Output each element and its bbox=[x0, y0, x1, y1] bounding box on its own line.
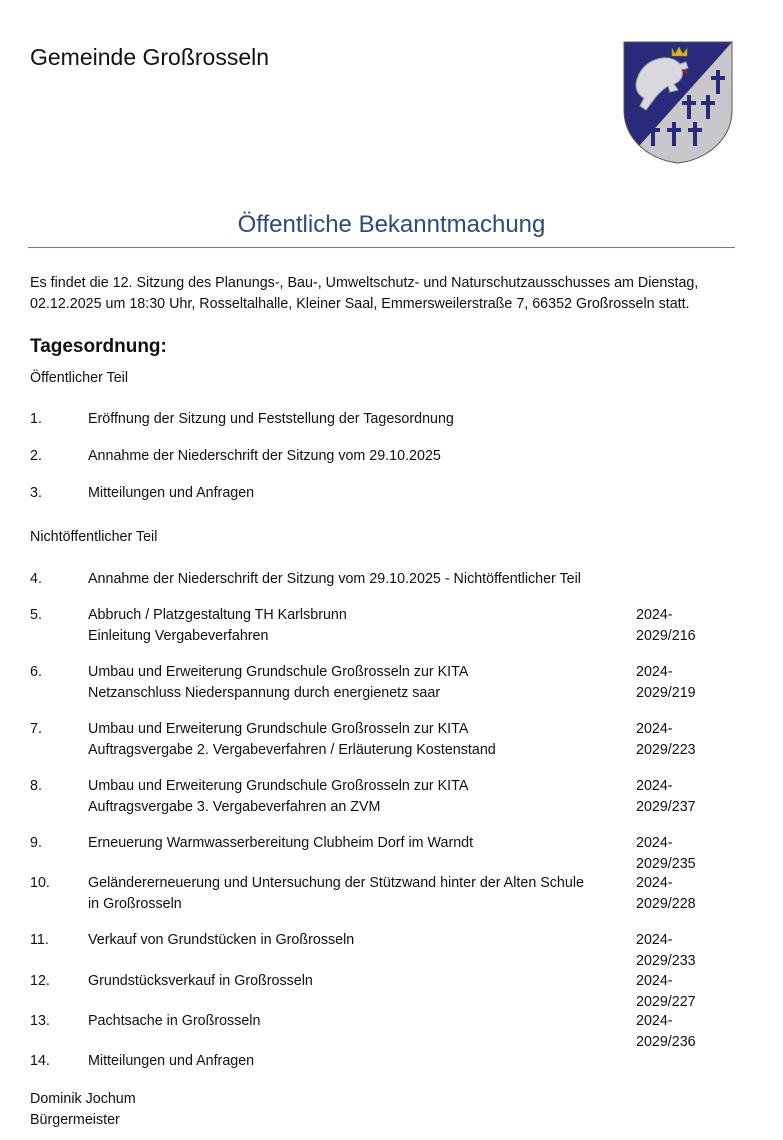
item-text: Umbau und Erweiterung Grundschule Großrosseln zur KITA bbox=[88, 721, 469, 737]
item-reference: 2029/233 bbox=[636, 953, 696, 969]
item-text: Umbau und Erweiterung Grundschule Großrosseln zur KITA bbox=[88, 664, 469, 680]
item-text: Mitteilungen und Anfragen bbox=[88, 485, 255, 501]
item-number: 14. bbox=[30, 1053, 50, 1069]
item-text: Umbau und Erweiterung Grundschule Großrosseln zur KITA bbox=[88, 778, 469, 794]
public-section-label: Öffentlicher Teil bbox=[30, 370, 129, 386]
item-text: Erneuerung Warmwasserbereitung Clubheim Dorf im Warndt bbox=[88, 835, 474, 851]
item-number: 7. bbox=[30, 721, 42, 737]
item-number: 2. bbox=[30, 448, 42, 464]
item-number: 6. bbox=[30, 664, 42, 680]
item-reference: 2029/216 bbox=[636, 628, 696, 644]
item-text: Geländererneuerung und Untersuchung der Stützwand hinter der Alten Schule bbox=[88, 875, 584, 891]
intro-line-2: 02.12.2025 um 18:30 Uhr, Rosseltalhalle, Kleiner Saal, Emmersweilerstraße 7, 66352 Großrosseln statt. bbox=[30, 296, 690, 312]
item-reference: 2024- bbox=[636, 875, 673, 891]
signer-name: Dominik Jochum bbox=[30, 1091, 136, 1107]
title-divider bbox=[28, 247, 735, 248]
item-reference: 2024- bbox=[636, 721, 673, 737]
item-text: Auftragsvergabe 3. Vergabeverfahren an ZVM bbox=[88, 799, 381, 815]
item-number: 10. bbox=[30, 875, 50, 891]
item-text: in Großrosseln bbox=[88, 896, 182, 912]
item-text: Abbruch / Platzgestaltung TH Karlsbrunn bbox=[88, 607, 347, 623]
item-reference: 2024- bbox=[636, 932, 673, 948]
item-number: 11. bbox=[30, 932, 49, 948]
item-reference: 2029/228 bbox=[636, 896, 696, 912]
item-reference: 2024- bbox=[636, 778, 673, 794]
item-text: Auftragsvergabe 2. Vergabeverfahren / Erläuterung Kostenstand bbox=[88, 742, 496, 758]
item-number: 13. bbox=[30, 1013, 50, 1029]
item-number: 1. bbox=[30, 411, 42, 427]
item-reference: 2029/219 bbox=[636, 685, 696, 701]
item-text: Netzanschluss Niederspannung durch energienetz saar bbox=[88, 685, 441, 701]
item-text: Eröffnung der Sitzung und Feststellung der Tagesordnung bbox=[88, 411, 454, 427]
item-text: Einleitung Vergabeverfahren bbox=[88, 628, 269, 644]
item-number: 4. bbox=[30, 571, 42, 587]
item-text: Annahme der Niederschrift der Sitzung vom 29.10.2025 bbox=[88, 448, 441, 464]
item-number: 8. bbox=[30, 778, 42, 794]
agenda-heading: Tagesordnung: bbox=[30, 336, 167, 357]
item-number: 5. bbox=[30, 607, 42, 623]
item-reference: 2029/223 bbox=[636, 742, 696, 758]
signature-block bbox=[30, 1089, 136, 1131]
nonpublic-section-label: Nichtöffentlicher Teil bbox=[30, 529, 158, 545]
item-reference: 2029/227 bbox=[636, 994, 696, 1010]
item-reference: 2029/236 bbox=[636, 1034, 696, 1050]
intro-paragraph bbox=[30, 273, 740, 315]
intro-line-1: Es findet die 12. Sitzung des Planungs-, Bau-, Umweltschutz- und Naturschutzausschusses am Dienstag, bbox=[30, 275, 699, 291]
page-title: Öffentliche Bekanntmachung bbox=[237, 211, 546, 238]
item-text: Verkauf von Grundstücken in Großrosseln bbox=[88, 932, 355, 948]
coat-of-arms-icon bbox=[622, 40, 734, 165]
item-reference: 2024- bbox=[636, 973, 673, 989]
item-text: Grundstücksverkauf in Großrosseln bbox=[88, 973, 313, 989]
item-reference: 2024- bbox=[636, 607, 673, 623]
item-reference: 2024- bbox=[636, 664, 673, 680]
item-text: Annahme der Niederschrift der Sitzung vom 29.10.2025 - Nichtöffentlicher Teil bbox=[88, 571, 581, 587]
item-reference: 2029/237 bbox=[636, 799, 696, 815]
item-text: Mitteilungen und Anfragen bbox=[88, 1053, 255, 1069]
item-number: 9. bbox=[30, 835, 42, 851]
item-text: Pachtsache in Großrosseln bbox=[88, 1013, 261, 1029]
signer-role: Bürgermeister bbox=[30, 1112, 120, 1128]
item-number: 3. bbox=[30, 485, 42, 501]
municipality-name: Gemeinde Großrosseln bbox=[30, 44, 270, 70]
item-reference: 2024- bbox=[636, 835, 673, 851]
item-number: 12. bbox=[30, 973, 50, 989]
item-reference: 2024- bbox=[636, 1013, 673, 1029]
item-reference: 2029/235 bbox=[636, 856, 696, 872]
